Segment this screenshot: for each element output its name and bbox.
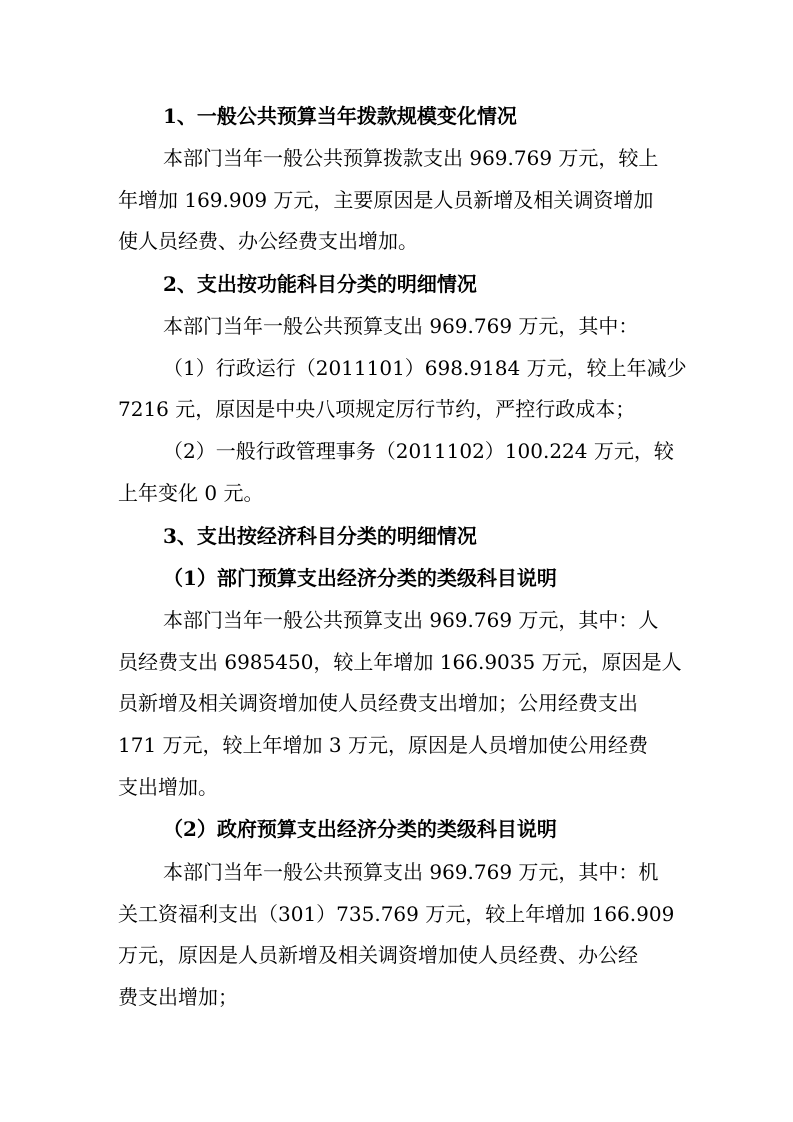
- section2-line-3: 7216 元，原因是中央八项规定厉行节约，严控行政成本；: [118, 397, 636, 421]
- section2-line-5: 上年变化 0 元。: [118, 481, 264, 505]
- section3-sub2-line-4: 费支出增加；: [118, 985, 238, 1009]
- section3-sub1-line-2: 员经费支出 6985450，较上年增加 166.9035 万元，原因是人: [118, 650, 682, 674]
- section1-line-3: 使人员经费、办公经费支出增加。: [118, 229, 418, 253]
- section3-sub2-line-2: 关工资福利支出（301）735.769 万元，较上年增加 166.909: [118, 902, 675, 926]
- section3-sub2-heading: （2）政府预算支出经济分类的类级科目说明: [163, 817, 557, 841]
- section3-sub1-line-3: 员新增及相关调资增加使人员经费支出增加；公用经费支出: [118, 691, 638, 715]
- section3-heading: 3、支出按经济科目分类的明细情况: [163, 524, 477, 548]
- section3-sub1-line-4: 171 万元，较上年增加 3 万元，原因是人员增加使公用经费: [118, 733, 648, 757]
- section2-line-1: 本部门当年一般公共预算支出 969.769 万元，其中：: [163, 314, 639, 338]
- section1-heading: 1、一般公共预算当年拨款规模变化情况: [163, 104, 517, 128]
- section3-sub1-line-1: 本部门当年一般公共预算支出 969.769 万元，其中：人: [163, 608, 659, 632]
- section2-line-2: （1）行政运行（2011101）698.9184 万元，较上年减少: [163, 356, 687, 380]
- section3-sub1-line-5: 支出增加。: [118, 775, 218, 799]
- section3-sub2-line-3: 万元，原因是人员新增及相关调资增加使人员经费、办公经: [118, 943, 638, 967]
- section3-sub1-heading: （1）部门预算支出经济分类的类级科目说明: [163, 566, 557, 590]
- section1-line-1: 本部门当年一般公共预算拨款支出 969.769 万元，较上: [163, 146, 659, 170]
- section2-heading: 2、支出按功能科目分类的明细情况: [163, 272, 477, 296]
- section2-line-4: （2）一般行政管理事务（2011102）100.224 万元，较: [163, 439, 674, 463]
- section1-line-2: 年增加 169.909 万元，主要原因是人员新增及相关调资增加: [118, 188, 654, 212]
- section3-sub2-line-1: 本部门当年一般公共预算支出 969.769 万元，其中：机: [163, 860, 659, 884]
